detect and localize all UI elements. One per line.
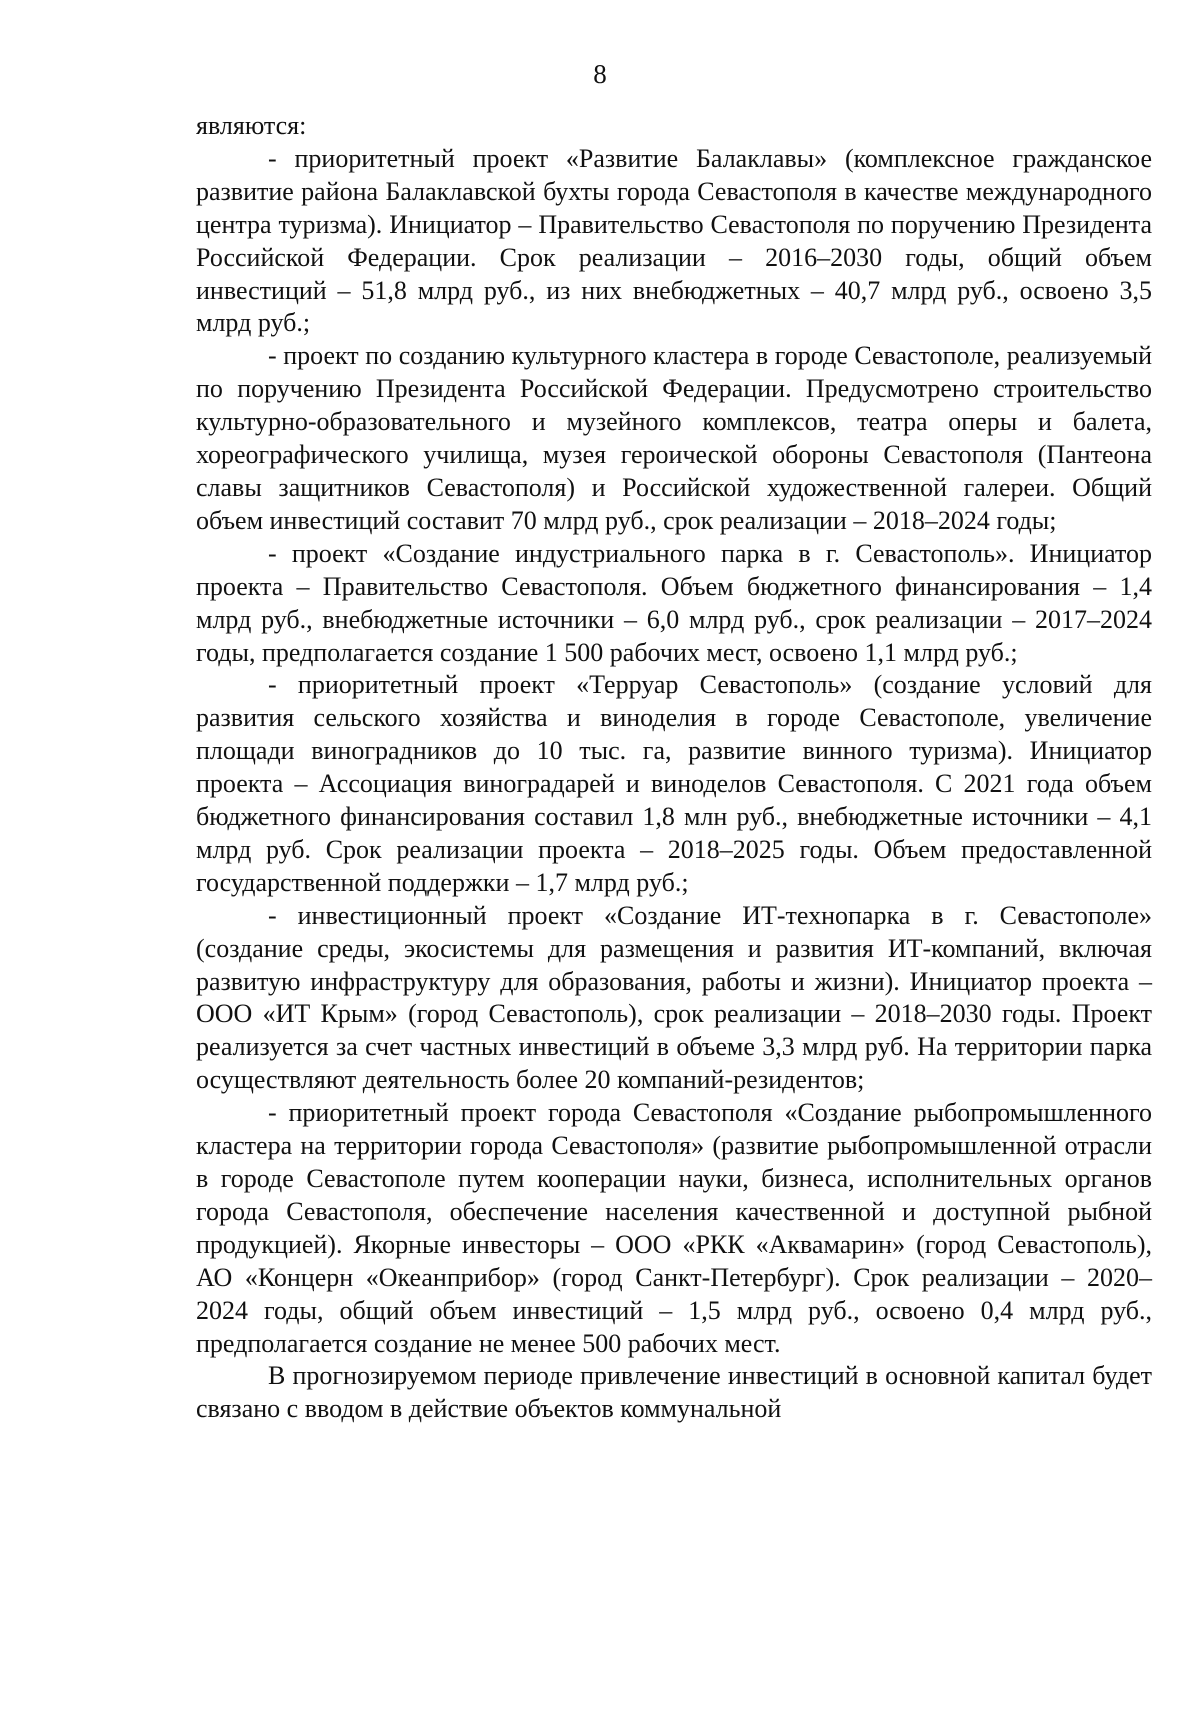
page-number: 8 (593, 59, 607, 89)
item-fishery-cluster: - приоритетный проект города Севастополя «Создание рыбопромышленного кластера на территории города Севастополя» (развитие рыбопромышленной отрасли в городе Севастополе путем кооперации науки, бизнеса, исполнительных органов города Севастополя, обеспечение населения качественной и доступной рыбной продукцией). Якорные инвесторы – ООО «РКК «Аквамарин» (город Севастополь), АО «Концерн «Океанприбор» (город Санкт-Петербург). Срок реализации – 2020–2024 годы, общий объем инвестиций – 1,5 млрд руб., освоено 0,4 млрд руб., предполагается создание не менее 500 рабочих мест. (196, 1098, 1152, 1358)
item-cultural-cluster: - проект по созданию культурного кластера в городе Севастополе, реализуемый по поручению Президента Российской Федерации. Предусмотрено строительство культурно-образовательного и музейного комплексов, театра оперы и балета, хореографического училища, музея героической обороны Севастополя (Пантеона славы защитников Севастополя) и Российской художественной галереи. Общий объем инвестиций составит 70 млрд руб., срок реализации – 2018–2024 годы; (196, 341, 1152, 535)
document-body (196, 110, 1152, 1426)
closing-paragraph: В прогнозируемом периоде привлечение инвестиций в основной капитал будет связано с вводом в действие объектов коммунальной (196, 1361, 1152, 1424)
item-balaklava-project: - приоритетный проект «Развитие Балаклавы» (комплексное гражданское развитие района Балаклавской бухты города Севастополя в качестве международного центра туризма). Инициатор – Правительство Севастополя по поручению Президента Российской Федерации. Срок реализации – 2016–2030 годы, общий объем инвестиций – 51,8 млрд руб., из них внебюджетных – 40,7 млрд руб., освоено 3,5 млрд руб.; (196, 143, 1152, 338)
intro-line: являются: (196, 111, 307, 140)
item-it-technopark: - инвестиционный проект «Создание ИТ-технопарка в г. Севастополе» (создание среды, экосистемы для размещения и развития ИТ-компаний, включая развитую инфраструктуру для образования, работы и жизни). Инициатор проекта – ООО «ИТ Крым» (город Севастополь), срок реализации – 2018–2030 годы. Проект реализуется за счет частных инвестиций в объеме 3,3 млрд руб. На территории парка осуществляют деятельность более 20 компаний-резидентов; (196, 900, 1152, 1095)
item-industrial-park: - проект «Создание индустриального парка в г. Севастополь». Инициатор проекта – Правительство Севастополя. Объем бюджетного финансирования – 1,4 млрд руб., внебюджетные источники – 6,0 млрд руб., срок реализации – 2017–2024 годы, предполагается создание 1 500 рабочих мест, освоено 1,1 млрд руб.; (196, 538, 1152, 667)
item-terroir-sevastopol: - приоритетный проект «Терруар Севастополь» (создание условий для развития сельского хозяйства и виноделия в городе Севастополе, увеличение площади виноградников до 10 тыс. га, развитие винного туризма). Инициатор проекта – Ассоциация виноградарей и виноделов Севастополя. С 2021 года объем бюджетного финансирования составил 1,8 млн руб., внебюджетные источники – 4,1 млрд руб. Срок реализации проекта – 2018–2025 годы. Объем предоставленной государственной поддержки – 1,7 млрд руб.; (196, 670, 1152, 897)
